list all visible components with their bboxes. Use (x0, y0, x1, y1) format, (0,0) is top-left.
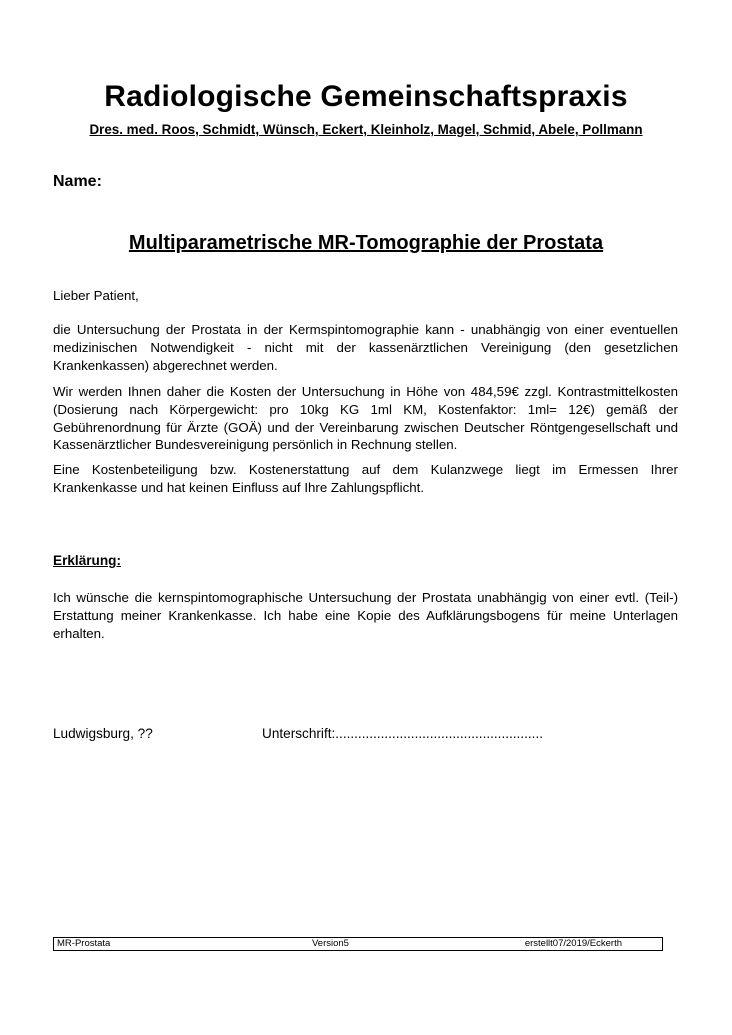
doctors-list: Dres. med. Roos, Schmidt, Wünsch, Eckert, Kleinholz, Magel, Schmid, Abele, Pollmann (89, 122, 643, 137)
footer-version: Version5 (312, 938, 349, 949)
declaration-text: Ich wünsche die kernspintomographische Untersuchung der Prostata unabhängig von einer evtl. (Teil-) Erstattung meiner Krankenkasse. Ich habe eine Kopie des Aufklärungsbogens für meine Unterlagen erhalten. (53, 590, 678, 641)
paragraph-billing-notice: die Untersuchung der Prostata in der Kermspintomographie kann - unabhängig von einer eventuellen medizinischen Notwendigkeit - nicht mit der kassenärztlichen Vereinigung (den gesetzlichen Krankenkassen) abgerechnet werden. (53, 322, 678, 373)
signature-line[interactable]: Unterschrift:....................................................... (262, 726, 543, 741)
footer-box (53, 937, 663, 951)
patient-name-label: Name: (53, 173, 102, 190)
practice-title: Radiologische Gemeinschaftspraxis (104, 80, 628, 113)
place-date: Ludwigsburg, ?? (53, 726, 153, 741)
footer-created: erstellt07/2019/Eckerth (524, 938, 622, 949)
paragraph-costs: Wir werden Ihnen daher die Kosten der Untersuchung in Höhe von 484,59€ zzgl. Kontrastmittelkosten (Dosierung nach Körpergewicht: pro 10kg KG 1ml KM, Kostenfaktor: 1ml= 12€) gemäß der Gebührenordnung für Ärzte (GOÄ) und der Vereinbarung zwischen Deutscher Röntgengesellschaft und Kassenärztlicher Bundesvereinigung persönlich in Rechnung stellen. (53, 384, 678, 453)
footer-document-name: MR-Prostata (57, 938, 111, 949)
document-title: Multiparametrische MR-Tomographie der Prostata (128, 232, 604, 254)
declaration-heading: Erklärung: (53, 553, 121, 568)
salutation: Lieber Patient, (53, 288, 139, 303)
paragraph-reimbursement: Eine Kostenbeteiligung bzw. Kostenerstattung auf dem Kulanzwege liegt im Ermessen Ihrer Krankenkasse und hat keinen Einfluss auf Ihre Zahlungspflicht. (53, 462, 678, 495)
